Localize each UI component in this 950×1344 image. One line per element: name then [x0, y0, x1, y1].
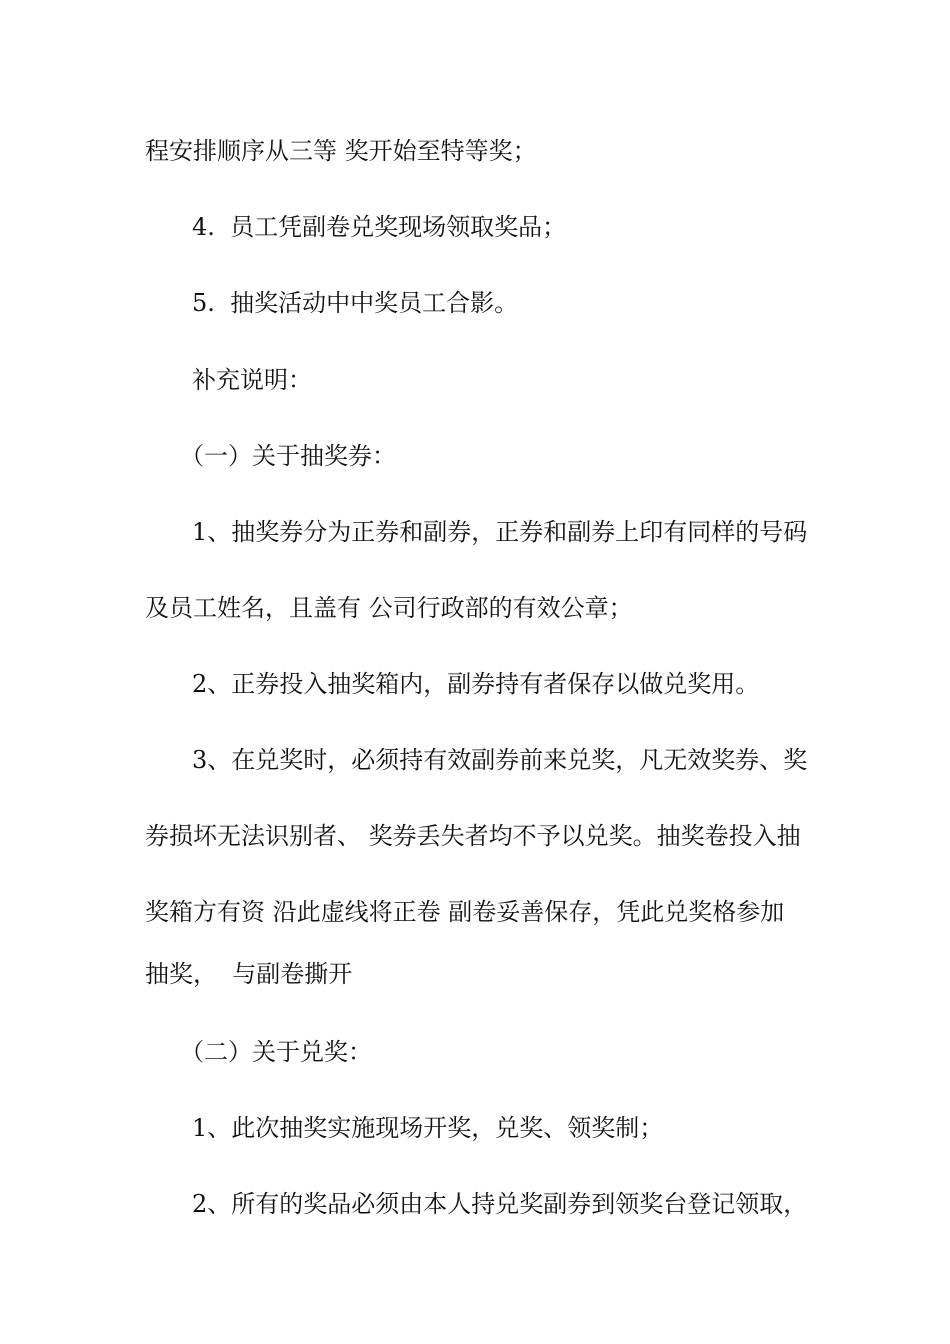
subsection-heading-redemption: （二）关于兑奖：	[180, 1038, 372, 1066]
ticket-rule-1-line-1: 1、抽奖券分为正券和副券，正券和副券上印有同样的号码	[192, 518, 808, 546]
text-line-1: 程安排顺序从三等 奖开始至特等奖；	[145, 137, 537, 165]
ticket-rule-3-line-2: 券损坏无法识别者、 奖券丢失者均不予以兑奖。抽奖卷投入抽	[145, 822, 801, 850]
section-heading-supplement: 补充说明：	[192, 366, 312, 394]
redemption-rule-1: 1、此次抽奖实施现场开奖，兑奖、领奖制；	[192, 1114, 664, 1142]
list-item-4: 4. 员工凭副卷兑奖现场领取奖品；	[192, 213, 567, 241]
ticket-rule-2: 2、正券投入抽奖箱内，副券持有者保存以做兑奖用。	[192, 670, 760, 698]
redemption-rule-2: 2、所有的奖品必须由本人持兑奖副券到领奖台登记领取，	[192, 1190, 808, 1218]
ticket-rule-3-line-1: 3、在兑奖时，必须持有效副券前来兑奖，凡无效奖券、奖	[192, 746, 808, 774]
subsection-heading-tickets: （一）关于抽奖券：	[180, 442, 396, 470]
list-item-5: 5. 抽奖活动中中奖员工合影。	[192, 289, 519, 317]
ticket-rule-1-line-2: 及员工姓名，且盖有 公司行政部的有效公章；	[145, 594, 633, 622]
ticket-rule-3-line-4: 抽奖， 与副卷撕开	[145, 960, 353, 988]
ticket-rule-3-line-3: 奖箱方有资 沿此虚线将正卷 副卷妥善保存，凭此兑奖格参加	[145, 898, 785, 926]
